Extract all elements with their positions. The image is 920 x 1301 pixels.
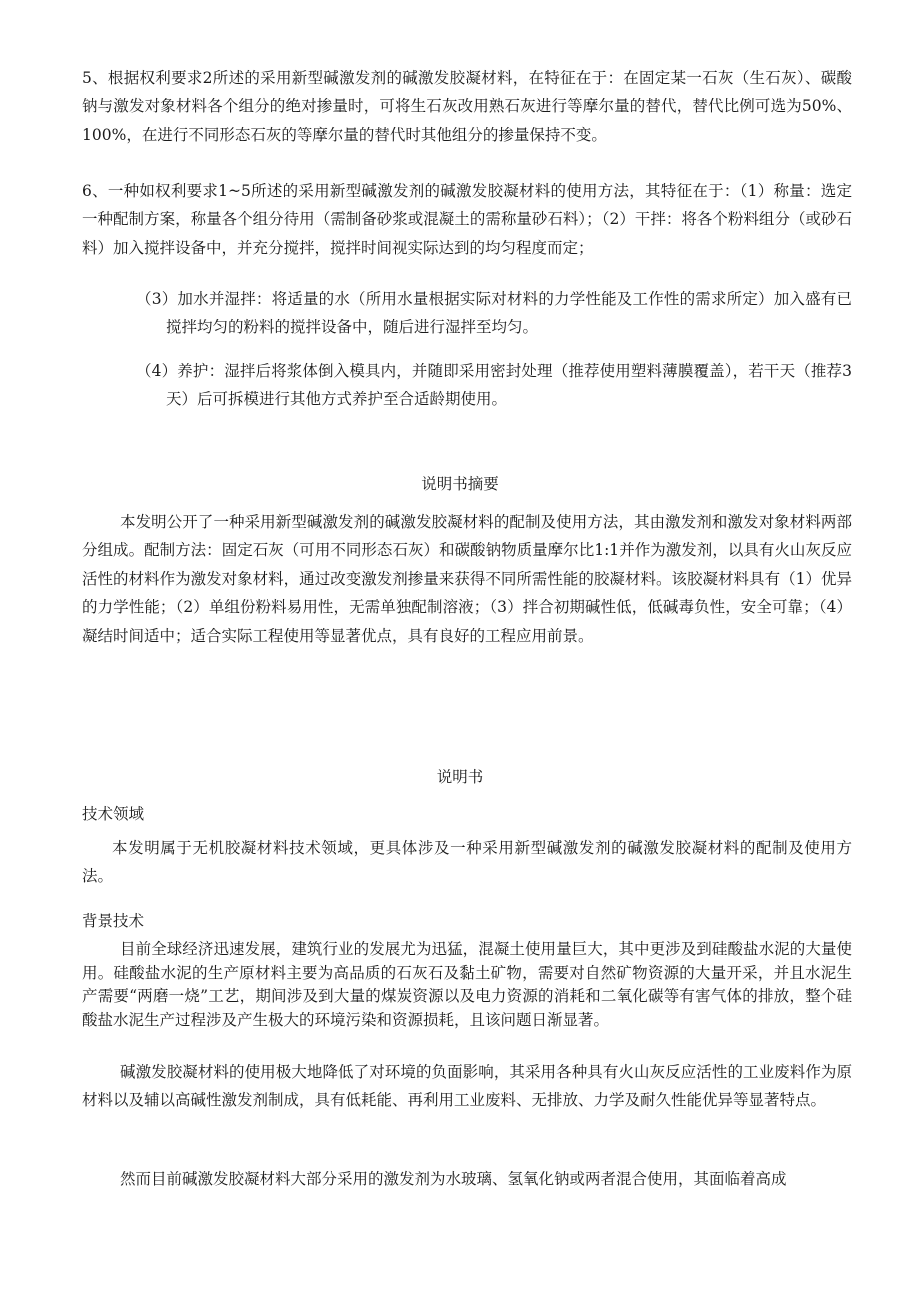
claim-6-step-3: （3）加水并湿拌：将适量的水（所用水量根据实际对材料的力学性能及工作性的需求所定）加入盛有已搅拌均匀的粉料的搅拌设备中，随后进行湿拌至均匀。 — [136, 290, 852, 337]
claim-5: 5、根据权利要求2所述的采用新型碱激发剂的碱激发胶凝材料，在特征在于：在固定某一石灰（生石灰）、碳酸钠与激发对象材料各个组分的绝对掺量时，可将生石灰改用熟石灰进行等摩尔量的替代，替代比例可选为50%、100%，在进行不同形态石灰的等摩尔量的替代时其他组分的掺量保持不变。 — [82, 69, 852, 144]
background-paragraph-2: 碱激发胶凝材料的使用极大地降低了对环境的负面影响，其采用各种具有火山灰反应活性的工业废料作为原材料以及辅以高碱性激发剂制成，具有低耗能、再利用工业废料、无排放、力学及耐久性能优异等显著特点。 — [82, 1063, 852, 1110]
description-title: 说明书 — [436, 768, 484, 786]
background-heading: 背景技术 — [82, 912, 145, 930]
abstract-title: 说明书摘要 — [421, 475, 499, 493]
abstract-text: 本发明公开了一种采用新型碱激发剂的碱激发胶凝材料的配制及使用方法，其由激发剂和激发对象材料两部分组成。配制方法：固定石灰（可用不同形态石灰）和碳酸钠物质量摩尔比1:1并作为激发剂，以具有火山灰反应活性的材料作为激发对象材料，通过改变激发剂掺量来获得不同所需性能的胶凝材料。该胶凝材料具有（1）优异的力学性能；（2）单组份粉料易用性，无需单独配制溶液；（3）拌合初期碱性低，低碱毒负性，安全可靠；（4）凝结时间适中；适合实际工程使用等显著优点，具有良好的工程应用前景。 — [82, 513, 852, 645]
background-paragraph-3: 然而目前碱激发胶凝材料大部分采用的激发剂为水玻璃、氢氧化钠或两者混合使用，其面临着高成 — [120, 1170, 787, 1188]
background-paragraph-1: 目前全球经济迅速发展，建筑行业的发展尤为迅猛，混凝土使用量巨大，其中更涉及到硅酸盐水泥的大量使用。硅酸盐水泥的生产原材料主要为高品质的石灰石及黏土矿物，需要对自然矿物资源的大量开采，并且水泥生产需要“两磨一烧”工艺，期间涉及到大量的煤炭资源以及电力资源的消耗和二氧化碳等有害气体的排放，整个硅酸盐水泥生产过程涉及产生极大的环境污染和资源损耗，且该问题日渐显著。 — [82, 940, 852, 1029]
technical-field-heading: 技术领域 — [82, 805, 145, 823]
technical-field-text: 本发明属于无机胶凝材料技术领域，更具体涉及一种采用新型碱激发剂的碱激发胶凝材料的配制及使用方法。 — [82, 839, 852, 886]
claim-6-step-4: （4）养护：湿拌后将浆体倒入模具内，并随即采用密封处理（推荐使用塑料薄膜覆盖），若干天（推荐3天）后可拆模进行其他方式养护至合适龄期使用。 — [136, 362, 852, 409]
claim-6: 6、一种如权利要求1~5所述的采用新型碱激发剂的碱激发胶凝材料的使用方法，其特征在于：（1）称量：选定一种配制方案，称量各个组分待用（需制备砂浆或混凝土的需称量砂石料）；（2）干拌：将各个粉料组分（或砂石料）加入搅拌设备中，并充分搅拌，搅拌时间视实际达到的均匀程度而定； — [82, 182, 852, 257]
